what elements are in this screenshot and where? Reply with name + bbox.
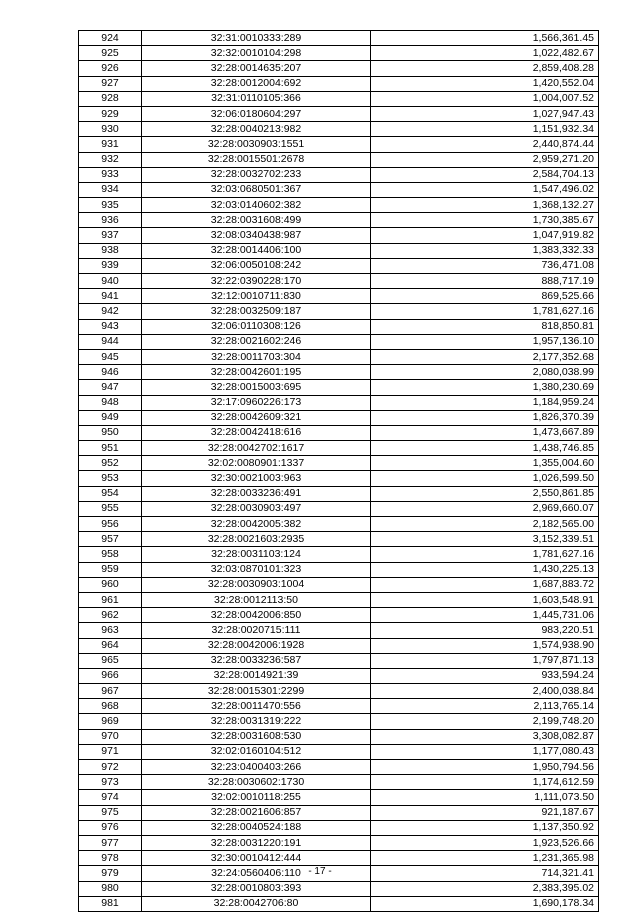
table-row (79, 46, 599, 61)
row-number-cell: 959 (79, 562, 142, 577)
amount-cell: 1,826,370.39 (371, 410, 599, 425)
cadastral-number-cell: 32:28:0015003:695 (142, 380, 371, 395)
cadastral-number-cell: 32:02:0160104:512 (142, 744, 371, 759)
table-body (79, 31, 599, 912)
row-number-cell: 948 (79, 395, 142, 410)
amount-cell: 2,584,704.13 (371, 167, 599, 182)
table-row (79, 76, 599, 91)
table-row (79, 425, 599, 440)
cadastral-number-cell: 32:28:0030903:497 (142, 501, 371, 516)
amount-cell: 2,550,861.85 (371, 486, 599, 501)
table-row (79, 881, 599, 896)
amount-cell: 1,177,080.43 (371, 744, 599, 759)
row-number-cell: 944 (79, 334, 142, 349)
amount-cell: 2,113,765.14 (371, 699, 599, 714)
amount-cell: 1,574,938.90 (371, 638, 599, 653)
table-row (79, 167, 599, 182)
table-row (79, 198, 599, 213)
amount-cell: 3,152,339.51 (371, 532, 599, 547)
amount-cell: 1,368,132.27 (371, 198, 599, 213)
cadastral-number-cell: 32:28:0021602:246 (142, 334, 371, 349)
cadastral-number-cell: 32:28:0031220:191 (142, 835, 371, 850)
amount-cell: 714,321.41 (371, 866, 599, 881)
cadastral-number-cell: 32:30:0021003:963 (142, 471, 371, 486)
row-number-cell: 934 (79, 182, 142, 197)
row-number-cell: 968 (79, 699, 142, 714)
cadastral-number-cell: 32:24:0560406:110 (142, 866, 371, 881)
table-row (79, 289, 599, 304)
row-number-cell: 979 (79, 866, 142, 881)
cadastral-number-cell: 32:28:0033236:491 (142, 486, 371, 501)
table-row (79, 820, 599, 835)
cadastral-number-cell: 32:28:0015501:2678 (142, 152, 371, 167)
table-row (79, 562, 599, 577)
table-row (79, 31, 599, 46)
amount-cell: 2,969,660.07 (371, 501, 599, 516)
table-row (79, 760, 599, 775)
table-row (79, 638, 599, 653)
row-number-cell: 978 (79, 851, 142, 866)
table-row (79, 365, 599, 380)
amount-cell: 1,730,385.67 (371, 213, 599, 228)
cadastral-number-cell: 32:08:0340438:987 (142, 228, 371, 243)
row-number-cell: 935 (79, 198, 142, 213)
table-row (79, 775, 599, 790)
row-number-cell: 955 (79, 501, 142, 516)
amount-cell: 1,137,350.92 (371, 820, 599, 835)
row-number-cell: 975 (79, 805, 142, 820)
amount-cell: 1,184,959.24 (371, 395, 599, 410)
cadastral-number-cell: 32:28:0011703:304 (142, 349, 371, 364)
amount-cell: 1,923,526.66 (371, 835, 599, 850)
table-row (79, 395, 599, 410)
row-number-cell: 937 (79, 228, 142, 243)
cadastral-number-cell: 32:12:0010711:830 (142, 289, 371, 304)
table-row (79, 152, 599, 167)
cadastral-number-cell: 32:28:0031103:124 (142, 547, 371, 562)
row-number-cell: 960 (79, 577, 142, 592)
amount-cell: 933,594.24 (371, 668, 599, 683)
table-row (79, 532, 599, 547)
row-number-cell: 931 (79, 137, 142, 152)
amount-cell: 1,383,332.33 (371, 243, 599, 258)
table-row (79, 471, 599, 486)
table-row (79, 790, 599, 805)
row-number-cell: 949 (79, 410, 142, 425)
amount-cell: 983,220.51 (371, 623, 599, 638)
table-row (79, 137, 599, 152)
cadastral-number-cell: 32:28:0031608:499 (142, 213, 371, 228)
amount-cell: 1,380,230.69 (371, 380, 599, 395)
table-row (79, 304, 599, 319)
cadastral-value-table (78, 30, 599, 912)
table-row (79, 699, 599, 714)
cadastral-number-cell: 32:28:0040213:982 (142, 122, 371, 137)
table-row (79, 91, 599, 106)
amount-cell: 2,177,352.68 (371, 349, 599, 364)
cadastral-number-cell: 32:28:0031319:222 (142, 714, 371, 729)
cadastral-number-cell: 32:28:0042609:321 (142, 410, 371, 425)
table-row (79, 608, 599, 623)
row-number-cell: 945 (79, 349, 142, 364)
amount-cell: 1,151,932.34 (371, 122, 599, 137)
amount-cell: 1,420,552.04 (371, 76, 599, 91)
row-number-cell: 961 (79, 592, 142, 607)
cadastral-number-cell: 32:28:0031608:530 (142, 729, 371, 744)
cadastral-number-cell: 32:32:0010104:298 (142, 46, 371, 61)
table-row (79, 835, 599, 850)
table-row (79, 410, 599, 425)
row-number-cell: 947 (79, 380, 142, 395)
amount-cell: 1,047,919.82 (371, 228, 599, 243)
row-number-cell: 970 (79, 729, 142, 744)
amount-cell: 2,080,038.99 (371, 365, 599, 380)
cadastral-number-cell: 32:28:0014406:100 (142, 243, 371, 258)
cadastral-number-cell: 32:31:0110105:366 (142, 91, 371, 106)
row-number-cell: 950 (79, 425, 142, 440)
amount-cell: 1,174,612.59 (371, 775, 599, 790)
table-row (79, 486, 599, 501)
cadastral-number-cell: 32:06:0180604:297 (142, 106, 371, 121)
cadastral-number-cell: 32:28:0012113:50 (142, 592, 371, 607)
table-row (79, 501, 599, 516)
amount-cell: 3,308,082.87 (371, 729, 599, 744)
row-number-cell: 956 (79, 517, 142, 532)
amount-cell: 2,400,038.84 (371, 684, 599, 699)
cadastral-number-cell: 32:03:0140602:382 (142, 198, 371, 213)
cadastral-number-cell: 32:28:0030903:1551 (142, 137, 371, 152)
table-row (79, 547, 599, 562)
cadastral-number-cell: 32:28:0015301:2299 (142, 684, 371, 699)
amount-cell: 888,717.19 (371, 274, 599, 289)
cadastral-number-cell: 32:28:0042005:382 (142, 517, 371, 532)
table-row (79, 106, 599, 121)
row-number-cell: 926 (79, 61, 142, 76)
amount-cell: 1,473,667.89 (371, 425, 599, 440)
amount-cell: 1,445,731.06 (371, 608, 599, 623)
row-number-cell: 977 (79, 835, 142, 850)
row-number-cell: 963 (79, 623, 142, 638)
row-number-cell: 966 (79, 668, 142, 683)
table-row (79, 896, 599, 911)
table-row (79, 258, 599, 273)
cadastral-number-cell: 32:03:0680501:367 (142, 182, 371, 197)
amount-cell: 2,959,271.20 (371, 152, 599, 167)
table-row (79, 668, 599, 683)
page-number: - 17 - (308, 866, 332, 877)
row-number-cell: 932 (79, 152, 142, 167)
cadastral-number-cell: 32:28:0032509:187 (142, 304, 371, 319)
amount-cell: 1,004,007.52 (371, 91, 599, 106)
amount-cell: 1,430,225.13 (371, 562, 599, 577)
cadastral-number-cell: 32:28:0012004:692 (142, 76, 371, 91)
row-number-cell: 971 (79, 744, 142, 759)
table-row (79, 714, 599, 729)
row-number-cell: 928 (79, 91, 142, 106)
cadastral-number-cell: 32:02:0080901:1337 (142, 456, 371, 471)
amount-cell: 2,182,565.00 (371, 517, 599, 532)
amount-cell: 1,111,073.50 (371, 790, 599, 805)
cadastral-number-cell: 32:28:0033236:587 (142, 653, 371, 668)
cadastral-number-cell: 32:28:0042006:850 (142, 608, 371, 623)
cadastral-number-cell: 32:28:0042006:1928 (142, 638, 371, 653)
row-number-cell: 974 (79, 790, 142, 805)
row-number-cell: 973 (79, 775, 142, 790)
row-number-cell: 929 (79, 106, 142, 121)
row-number-cell: 939 (79, 258, 142, 273)
amount-cell: 1,603,548.91 (371, 592, 599, 607)
table-row (79, 441, 599, 456)
cadastral-number-cell: 32:28:0010803:393 (142, 881, 371, 896)
row-number-cell: 930 (79, 122, 142, 137)
amount-cell: 1,547,496.02 (371, 182, 599, 197)
table-row (79, 61, 599, 76)
table-row (79, 243, 599, 258)
row-number-cell: 927 (79, 76, 142, 91)
table-row (79, 182, 599, 197)
amount-cell: 1,957,136.10 (371, 334, 599, 349)
amount-cell: 1,781,627.16 (371, 547, 599, 562)
table-row (79, 592, 599, 607)
row-number-cell: 951 (79, 441, 142, 456)
amount-cell: 1,026,599.50 (371, 471, 599, 486)
cadastral-number-cell: 32:02:0010118:255 (142, 790, 371, 805)
row-number-cell: 943 (79, 319, 142, 334)
amount-cell: 1,355,004.60 (371, 456, 599, 471)
row-number-cell: 964 (79, 638, 142, 653)
cadastral-number-cell: 32:28:0014635:207 (142, 61, 371, 76)
amount-cell: 921,187.67 (371, 805, 599, 820)
amount-cell: 1,950,794.56 (371, 760, 599, 775)
row-number-cell: 954 (79, 486, 142, 501)
amount-cell: 736,471.08 (371, 258, 599, 273)
amount-cell: 1,022,482.67 (371, 46, 599, 61)
cadastral-number-cell: 32:17:0960226:173 (142, 395, 371, 410)
amount-cell: 1,687,883.72 (371, 577, 599, 592)
cadastral-number-cell: 32:23:0400403:266 (142, 760, 371, 775)
row-number-cell: 925 (79, 46, 142, 61)
table-row (79, 349, 599, 364)
row-number-cell: 981 (79, 896, 142, 911)
row-number-cell: 965 (79, 653, 142, 668)
row-number-cell: 942 (79, 304, 142, 319)
amount-cell: 818,850.81 (371, 319, 599, 334)
cadastral-number-cell: 32:22:0390228:170 (142, 274, 371, 289)
amount-cell: 2,440,874.44 (371, 137, 599, 152)
cadastral-number-cell: 32:06:0050108:242 (142, 258, 371, 273)
row-number-cell: 952 (79, 456, 142, 471)
table-row (79, 228, 599, 243)
cadastral-number-cell: 32:28:0040524:188 (142, 820, 371, 835)
table-row (79, 744, 599, 759)
row-number-cell: 938 (79, 243, 142, 258)
cadastral-number-cell: 32:28:0030903:1004 (142, 577, 371, 592)
cadastral-number-cell: 32:28:0032702:233 (142, 167, 371, 182)
amount-cell: 1,797,871.13 (371, 653, 599, 668)
cadastral-number-cell: 32:28:0021606:857 (142, 805, 371, 820)
row-number-cell: 953 (79, 471, 142, 486)
cadastral-number-cell: 32:28:0042702:1617 (142, 441, 371, 456)
cadastral-number-cell: 32:28:0042706:80 (142, 896, 371, 911)
table-row (79, 577, 599, 592)
cadastral-number-cell: 32:03:0870101:323 (142, 562, 371, 577)
cadastral-number-cell: 32:28:0011470:556 (142, 699, 371, 714)
table-row (79, 729, 599, 744)
table-row (79, 213, 599, 228)
amount-cell: 1,027,947.43 (371, 106, 599, 121)
cadastral-number-cell: 32:30:0010412:444 (142, 851, 371, 866)
table-row (79, 456, 599, 471)
amount-cell: 2,859,408.28 (371, 61, 599, 76)
amount-cell: 2,199,748.20 (371, 714, 599, 729)
amount-cell: 1,566,361.45 (371, 31, 599, 46)
row-number-cell: 940 (79, 274, 142, 289)
row-number-cell: 967 (79, 684, 142, 699)
cadastral-number-cell: 32:31:0010333:289 (142, 31, 371, 46)
cadastral-number-cell: 32:28:0021603:2935 (142, 532, 371, 547)
row-number-cell: 980 (79, 881, 142, 896)
cadastral-number-cell: 32:28:0030602:1730 (142, 775, 371, 790)
cadastral-number-cell: 32:06:0110308:126 (142, 319, 371, 334)
amount-cell: 869,525.66 (371, 289, 599, 304)
row-number-cell: 941 (79, 289, 142, 304)
row-number-cell: 958 (79, 547, 142, 562)
table-row (79, 274, 599, 289)
table-row (79, 122, 599, 137)
row-number-cell: 924 (79, 31, 142, 46)
row-number-cell: 946 (79, 365, 142, 380)
row-number-cell: 957 (79, 532, 142, 547)
amount-cell: 1,781,627.16 (371, 304, 599, 319)
table-row (79, 517, 599, 532)
cadastral-number-cell: 32:28:0042418:616 (142, 425, 371, 440)
table-row (79, 380, 599, 395)
row-number-cell: 976 (79, 820, 142, 835)
amount-cell: 2,383,395.02 (371, 881, 599, 896)
cadastral-number-cell: 32:28:0042601:195 (142, 365, 371, 380)
table-row (79, 684, 599, 699)
table-row (79, 805, 599, 820)
amount-cell: 1,231,365.98 (371, 851, 599, 866)
table-row (79, 334, 599, 349)
table-row (79, 319, 599, 334)
table-row (79, 653, 599, 668)
table-row (79, 851, 599, 866)
cadastral-number-cell: 32:28:0014921:39 (142, 668, 371, 683)
amount-cell: 1,690,178.34 (371, 896, 599, 911)
row-number-cell: 936 (79, 213, 142, 228)
row-number-cell: 962 (79, 608, 142, 623)
row-number-cell: 969 (79, 714, 142, 729)
row-number-cell: 972 (79, 760, 142, 775)
row-number-cell: 933 (79, 167, 142, 182)
cadastral-number-cell: 32:28:0020715:111 (142, 623, 371, 638)
table-row (79, 623, 599, 638)
amount-cell: 1,438,746.85 (371, 441, 599, 456)
